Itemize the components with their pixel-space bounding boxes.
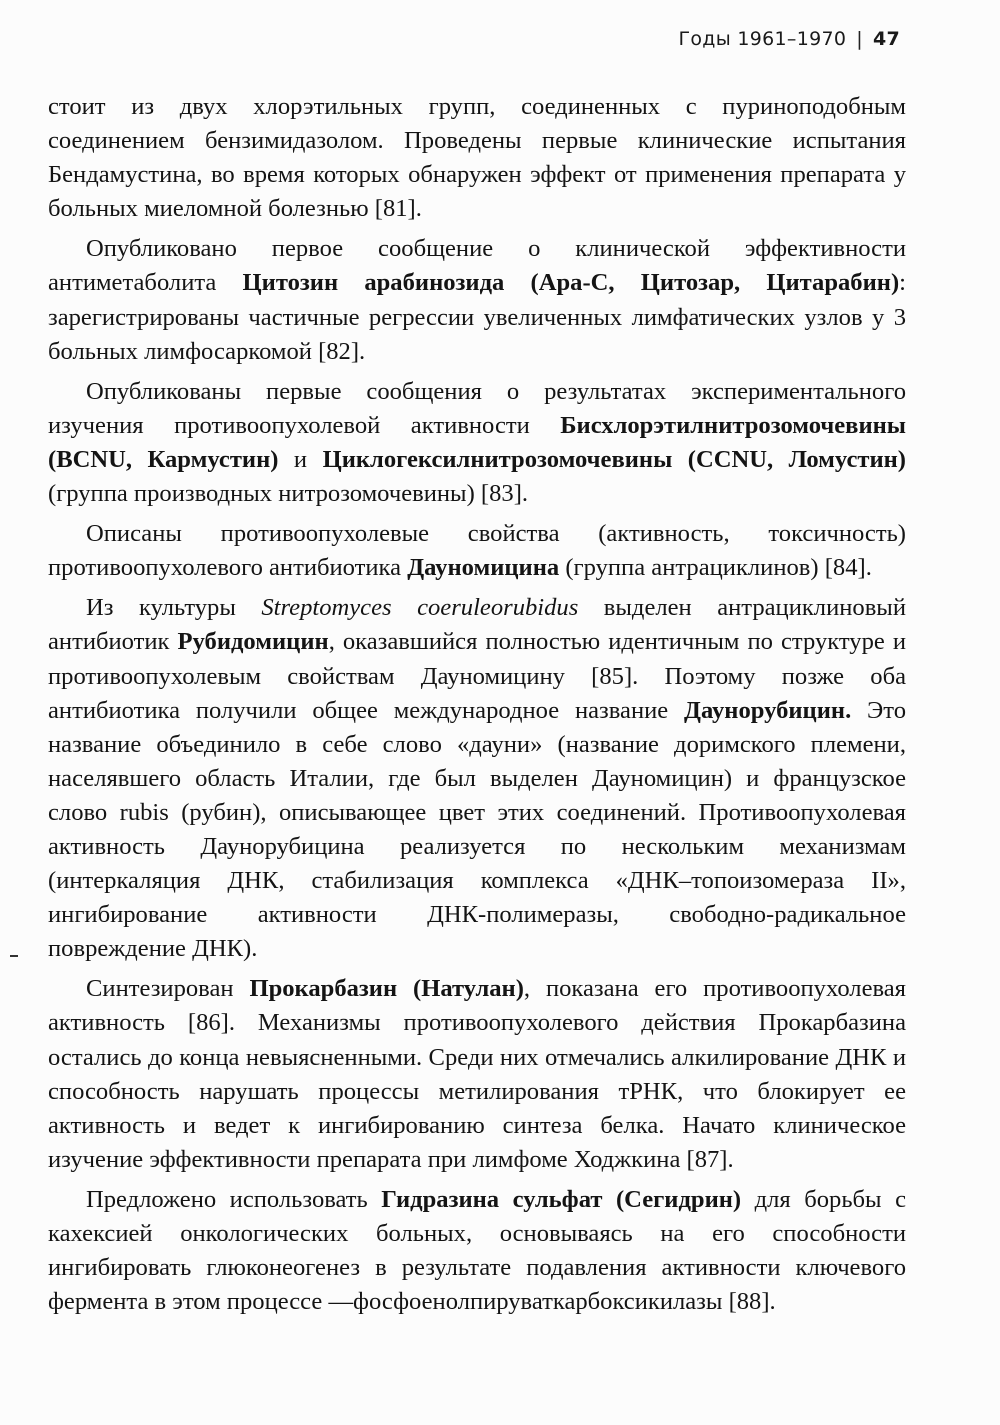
drug-name: Циклогексилнитрозомочевины (CCNU, Ломустин)	[322, 445, 906, 473]
paragraph-daunorubicin	[48, 591, 906, 966]
text-run: Из культуры	[86, 594, 262, 622]
text-run: (группа антрациклинов) [84].	[559, 554, 872, 582]
paragraph-bendamustine	[48, 90, 906, 226]
header-section-title: Годы 1961–1970	[678, 28, 847, 50]
drug-name: Даунорубицин.	[684, 696, 852, 724]
drug-name: Бисхлорэтилнитрозомочевины (BCNU, Кармустин)	[48, 411, 906, 473]
text-run: , показана его противоопухолевая активность [86]. Механизмы противоопухолевого действия Прокарбазина остались до конца невыясненными. Среди них отмечались алкилирование ДНК и способность нарушать процессы метилирования тРНК, что блокирует ее активность и ведет к ингибированию синтеза белка. Начато клиническое изучение эффективности препарата при лимфоме Ходжкина [87].	[48, 975, 906, 1173]
paragraph-procarbazine	[48, 972, 906, 1177]
species-name: Streptomyces coeruleorubidus	[261, 594, 579, 622]
drug-name: Прокарбазин (Натулан)	[249, 975, 524, 1003]
text-run: : зарегистрированы частичные регрессии увеличенных лимфатических узлов у 3 больных лимфосаркомой [82].	[48, 269, 906, 365]
paragraph-daunomycin	[48, 517, 906, 585]
paragraph-cytarabine	[48, 232, 906, 368]
body-text	[48, 90, 906, 1325]
text-run: Это название объединило в себе слово «дауни» (название доримского племени, населявшего область Италии, где был выделен Дауномицин) и французское слово rubis (рубин), описывающее цвет этих соединений. Противоопухолевая активность Даунорубицина реализуется по нескольким механизмам (интеркаляция ДНК, стабилизация комплекса «ДНК–топоизомераза II», ингибирование активности ДНК-полимеразы, свободно-радикальное повреждение ДНК).	[48, 696, 906, 963]
paragraph-nitrosoureas	[48, 375, 906, 511]
margin-mark	[10, 955, 18, 957]
text-run: Опубликованы первые сообщения о результатах экспериментального изучения противоопухолевой активности	[48, 377, 906, 439]
text-run: стоит из двух хлорэтильных групп, соединенных с пуриноподобным соединением бензимидазолом. Проведены первые клинические испытания Бендамустина, во время которых обнаружен эффект от применения препарата у больных миеломной болезнью [81].	[48, 93, 906, 223]
drug-name: Цитозин арабинозида (Ара-С, Цитозар, Цитарабин)	[242, 269, 900, 297]
text-run: и	[278, 445, 323, 473]
header-separator: |	[856, 28, 863, 50]
text-run: , оказавшийся полностью идентичным по структуре и противоопухолевым свойствам Дауномицину [85]. Поэтому позже оба антибиотика получили общее международное название	[48, 628, 907, 724]
text-run: Описаны противоопухолевые свойства (активность, токсичность) противоопухолевого антибиотика	[48, 520, 906, 582]
page-number: 47	[872, 28, 900, 50]
text-run: Синтезирован	[86, 975, 250, 1003]
text-run: Предложено использовать	[86, 1185, 382, 1213]
text-run: (группа производных нитрозомочевины) [83].	[48, 480, 529, 508]
text-run: для борьбы с кахексией онкологических больных, основываясь на его способности ингибировать глюконеогенез в результате подавления активности ключевого фермента в этом процессе —фосфоенолпируваткарбоксикилазы [88].	[48, 1185, 906, 1316]
text-run: Опубликовано первое сообщение о клинической эффективности антиметаболита	[48, 235, 906, 297]
paragraph-hydrazine	[48, 1183, 906, 1319]
drug-name: Рубидомицин	[177, 628, 329, 656]
running-header	[678, 28, 900, 50]
drug-name: Гидразина сульфат (Сегидрин)	[381, 1185, 742, 1213]
drug-name: Дауномицина	[407, 554, 560, 582]
text-run: выделен антрациклиновый антибиотик	[48, 594, 906, 656]
